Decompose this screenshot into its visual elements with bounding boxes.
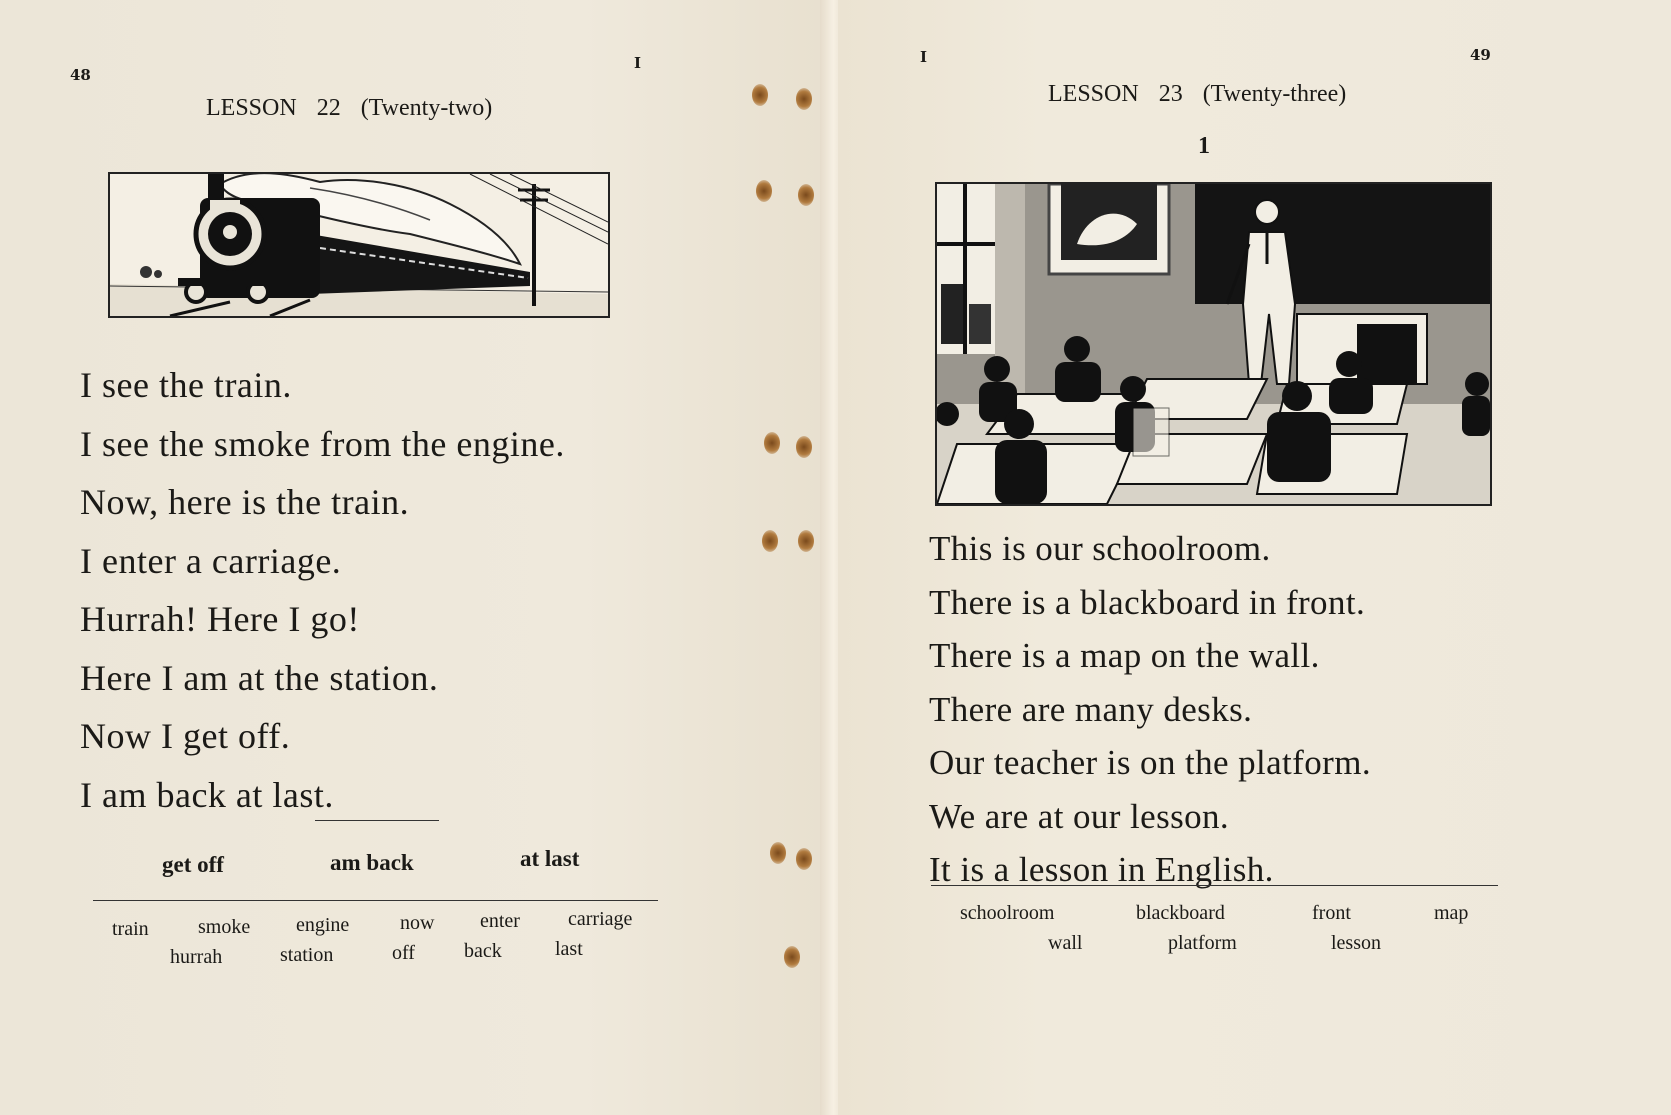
phrase: at last: [520, 846, 580, 871]
sentence: Now I get off.: [80, 716, 291, 756]
section-number: 1: [1198, 133, 1210, 159]
sentence: There is a blackboard in front.: [929, 582, 1366, 622]
left-page: [0, 0, 830, 1115]
vocab-word: wall: [1048, 932, 1083, 954]
sentence: I am back at last.: [80, 774, 334, 815]
sentence: There are many desks.: [929, 689, 1253, 729]
page-number: 49: [1470, 46, 1491, 64]
page-number: 48: [70, 66, 91, 84]
sentence: Now, here is the train.: [80, 482, 410, 522]
signature-mark: I: [634, 54, 642, 72]
stitch-hole: [798, 184, 814, 206]
sentence: It is a lesson in English.: [929, 850, 1274, 889]
stitch-hole: [796, 436, 812, 458]
phrase: get off: [162, 852, 224, 877]
classroom-illustration: [935, 182, 1492, 506]
vocab-word: schoolroom: [960, 902, 1055, 924]
lesson-label: LESSON: [206, 95, 297, 121]
vocab-word: blackboard: [1136, 902, 1225, 924]
vocab-word: train: [112, 918, 149, 940]
sentence: We are at our lesson.: [929, 796, 1230, 836]
short-divider: [315, 820, 439, 821]
vocab-word: station: [280, 944, 334, 966]
vocab-word: engine: [296, 914, 350, 936]
lesson-number-word: (Twenty-two): [360, 95, 493, 121]
sentence: There is a map on the wall.: [929, 636, 1320, 675]
classroom-drawing: [937, 184, 1490, 504]
right-page: [838, 0, 1671, 1115]
train-illustration: [108, 172, 610, 318]
lesson-number: 22: [316, 95, 341, 121]
vocab-word: map: [1434, 902, 1469, 924]
sentence: I see the train.: [80, 365, 292, 405]
vocab-word: last: [555, 938, 583, 960]
stitch-hole: [798, 530, 814, 552]
sentence: I enter a carriage.: [80, 540, 342, 581]
vocab-word: lesson: [1331, 932, 1381, 954]
vocab-word: front: [1312, 902, 1351, 924]
lesson-number: 23: [1158, 81, 1183, 107]
sentence: Hurrah! Here I go!: [80, 599, 360, 639]
lesson-23-sentences: [929, 522, 1371, 897]
vocab-word: hurrah: [170, 946, 223, 968]
vocab-word: enter: [480, 910, 520, 932]
vocabulary-divider: [93, 900, 658, 901]
vocab-word: platform: [1168, 932, 1237, 954]
vocab-word: smoke: [198, 916, 251, 938]
sentence: This is our schoolroom.: [929, 529, 1271, 568]
lesson-label: LESSON: [1048, 81, 1139, 107]
sentence: I see the smoke from the engine.: [80, 423, 565, 464]
train-drawing: [110, 174, 608, 316]
stitch-hole: [784, 946, 800, 968]
sentence: Our teacher is on the platform.: [929, 743, 1371, 782]
stitch-hole: [796, 848, 812, 870]
stitch-hole: [756, 180, 772, 202]
signature-mark: I: [920, 48, 928, 66]
stitch-hole: [752, 84, 768, 106]
vocab-word: back: [464, 940, 502, 962]
vocabulary-divider: [931, 885, 1498, 886]
stitch-hole: [796, 88, 812, 110]
lesson-title: [1048, 81, 1346, 108]
lesson-title: [206, 95, 492, 122]
vocab-word: carriage: [568, 908, 633, 930]
sentence: Here I am at the station.: [80, 657, 439, 698]
lesson-22-sentences: [80, 356, 565, 824]
lesson-number-word: (Twenty-three): [1202, 81, 1347, 107]
stitch-hole: [770, 842, 786, 864]
vocab-word: off: [392, 942, 415, 964]
vocab-word: now: [400, 912, 435, 934]
stitch-hole: [762, 530, 778, 552]
phrase: am back: [330, 850, 414, 875]
stitch-hole: [764, 432, 780, 454]
